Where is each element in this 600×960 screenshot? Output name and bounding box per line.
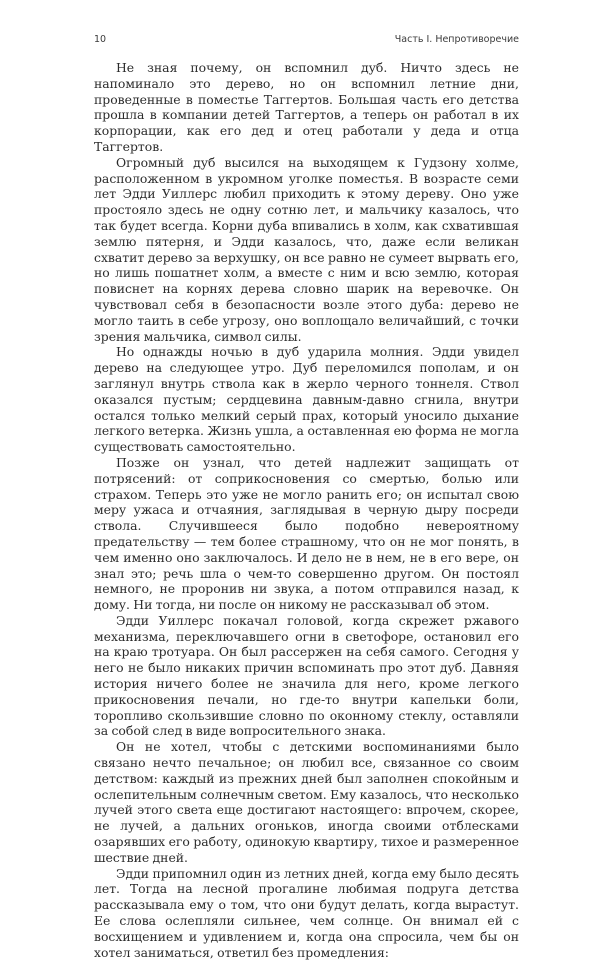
- paragraph: Позже он узнал, что детей надлежит защищать от потрясений: от соприкосновения со смертью, болью или страхом. Теперь это уже не могло ранить его; он испытал свою меру ужаса и отчаяния, заглядывая в черную дыру посреди ствола. Случившееся было подобно невероятному предательству — тем более страшному, что он не мог понять, в чем именно оно заключалось. И дело не в нем, не в его вере, он знал это; речь шла о чем-то совершенно другом. Он постоял немного, не проронив ни звука, а потом отправился назад, к дому. Ни тогда, ни после он никому не рассказывал об этом.: [94, 454, 519, 613]
- running-head: [94, 34, 519, 48]
- body-text: [94, 60, 519, 960]
- paragraph: Эдди припомнил один из летних дней, когда ему было десять лет. Тогда на лесной прогалине любимая подруга детства рассказывала ему о том, что они будут делать, когда вырастут. Ее слова ослепляли сильнее, чем солнце. Он внимал ей с восхищением и удивлением и, когда она спросила, чем бы он хотел заниматься, ответил без промедления:: [94, 865, 519, 960]
- paragraph: Эдди Уиллерс покачал головой, когда скрежет ржавого механизма, переключавшего огни в светофоре, остановил его на краю тротуара. Он был рассержен на себя самого. Сегодня у него не было никаких причин вспоминать про этот дуб. Давняя история ничего более не значила для него, кроме легкого прикосновения печали, но где-то внутри капельки боли, торопливо скользившие словно по оконному стеклу, оставляли за собой след в виде вопросительного знака.: [94, 612, 519, 739]
- page-number: 10: [94, 34, 107, 45]
- paragraph: Огромный дуб высился на выходящем к Гудзону холме, расположенном в укромном уголке поместья. В возрасте семи лет Эдди Уиллерс любил приходить к этому дереву. Оно уже простояло здесь не одну сотню лет, и мальчику казалось, что так будет всегда. Корни дуба впивались в холм, как схватившая землю пятерня, и Эдди казалось, что, даже если великан схватит дерево за верхушку, он все равно не сумеет вырвать его, но лишь пошатнет холм, а вместе с ним и всю землю, которая повиснет на корнях дерева словно шарик на веревочке. Он чувствовал себя в безопасности возле этого дуба: дерево не могло таить в себе угрозу, оно воплощало величайший, с точки зрения мальчика, символ силы.: [94, 154, 519, 344]
- paragraph: Не зная почему, он вспомнил дуб. Ничто здесь не напоминало это дерево, но он вспомнил летние дни, проведенные в поместье Таггертов. Большая часть его детства прошла в компании детей Таггертов, а теперь он работал в их корпорации, как его дед и отец работали у деда и отца Таггертов.: [94, 60, 519, 154]
- paragraph: Он не хотел, чтобы с детскими воспоминаниями было связано нечто печальное; он любил все, связанное со своим детством: каждый из прежних дней был заполнен спокойным и ослепительным солнечным светом. Ему казалось, что несколько лучей этого света еще достигают настоящего: впрочем, скорее, не лучей, а дальних огоньков, иногда своими отблесками озарявших его работу, одинокую квартиру, тихое и размеренное шествие дней.: [94, 739, 519, 865]
- paragraph: Но однажды ночью в дуб ударила молния. Эдди увидел дерево на следующее утро. Дуб переломился пополам, и он заглянул внутрь ствола как в жерло черного тоннеля. Ствол оказался пустым; сердцевина давным-давно сгнила, внутри остался только мелкий серый прах, который уносило дыхание легкого ветерка. Жизнь ушла, а оставленная ею форма не могла существовать самостоятельно.: [94, 344, 519, 455]
- part-title: Часть I. Непротиворечие: [394, 34, 519, 45]
